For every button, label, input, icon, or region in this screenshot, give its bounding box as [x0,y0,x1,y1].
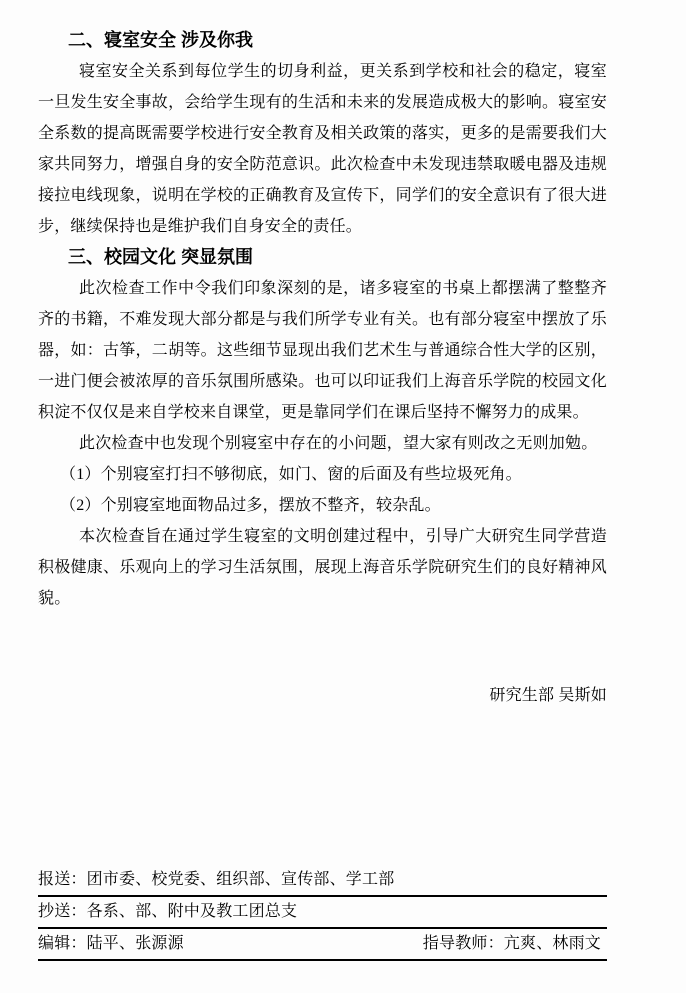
footer-advisors: 指导教师：亢爽、林雨文 [422,935,601,952]
footer-copy-line: 抄送：各系、部、附中及教工团总支 [38,897,607,929]
document-page [38,25,607,961]
footer-report-line: 报送：团市委、校党委、组织部、宣传部、学工部 [38,865,607,897]
section-heading-dorm-safety: 二、寝室安全 涉及你我 [68,30,253,50]
footer-editor-line [38,929,607,961]
paragraph-closing: 本次检查旨在通过学生寝室的文明创建过程中，引导广大研究生同学营造积极健康、乐观向上的学习生活氛围，展现上海音乐学院研究生们的良好精神风貌。 [38,528,607,607]
paragraph-problems-intro: 此次检查中也发现个别寝室中存在的小问题，望大家有则改之无则加勉。 [79,435,598,452]
paragraph-dorm-safety: 寝室安全关系到每位学生的切身利益，更关系到学校和社会的稳定，寝室一旦发生安全事故，会给学生现有的生活和未来的发展造成极大的影响。寝室安全系数的提高既需要学校进行安全教育及相关政策的落实，更多的是需要我们大家共同努力，增强自身的安全防范意识。此次检查中未发现违禁取暖电器及违规接拉电线现象，说明在学校的正确教育及宣传下，同学们的安全意识有了很大进步，继续保持也是维护我们自身安全的责任。 [38,63,607,235]
footer-editors: 编辑：陆平、张源源 [38,935,184,952]
signature: 研究生部 吴斯如 [489,687,607,704]
list-item-2: （2）个别寝室地面物品过多，摆放不整齐，较杂乱。 [60,497,441,514]
paragraph-campus-culture: 此次检查工作中令我们印象深刻的是，诸多寝室的书桌上都摆满了整整齐齐的书籍，不难发现大部分都是与我们所学专业有关。也有部分寝室中摆放了乐器，如：古筝，二胡等。这些细节显现出我们艺术生与普通综合性大学的区别，一进门便会被浓厚的音乐氛围所感染。也可以印证我们上海音乐学院的校园文化积淀不仅仅是来自学校来自课堂，更是靠同学们在课后坚持不懈努力的成果。 [38,280,607,421]
list-item-1: （1）个别寝室打扫不够彻底，如门、窗的后面及有些垃圾死角。 [60,466,522,483]
section-heading-campus-culture: 三、校园文化 突显氛围 [68,247,253,267]
footer [38,865,607,961]
